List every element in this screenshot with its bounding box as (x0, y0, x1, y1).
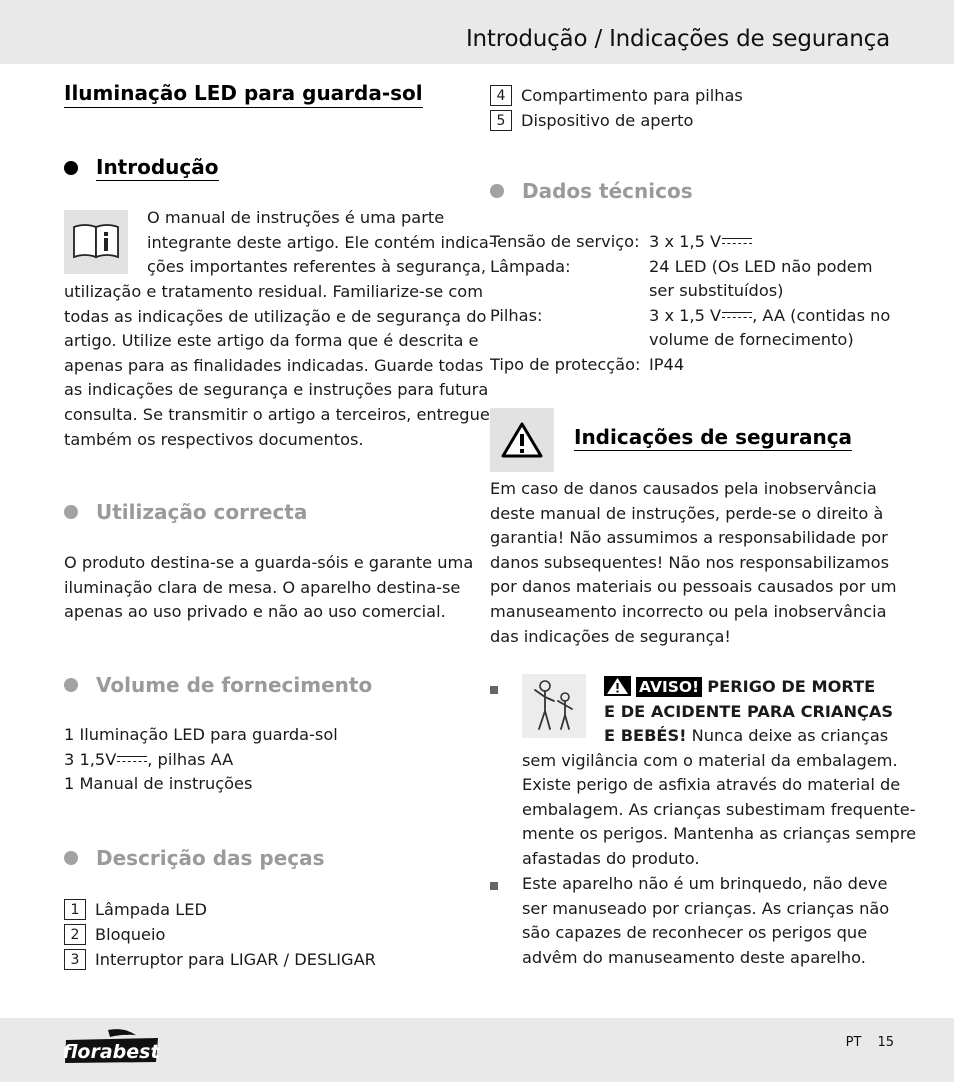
info-book-icon (64, 210, 128, 274)
section-safety-title: Indicações de segurança (574, 425, 853, 449)
tech-specs-table: Tensão de serviço: 3 x 1,5 V Lâmpada: 24 LED (Os LED não podem ser substituídos) Pilhas: 3 x 1,5 V , AA (contidas no volume de fornecimento) Tipo de protecção: IP44 (490, 230, 892, 378)
part-item: 2 Bloqueio (64, 922, 376, 947)
bullet-square-icon (490, 882, 498, 890)
scope-list (64, 723, 338, 797)
brand-logo-text: florabest (64, 1041, 160, 1063)
tech-row-batteries: Pilhas: 3 x 1,5 V , AA (contidas no (490, 305, 891, 325)
document-title: Iluminação LED para guarda-sol (64, 80, 423, 108)
intro-paragraph-top: O manual de instruções é uma parte integrante deste artigo. Ele contém indica- ções importantes referentes à segurança, (147, 208, 495, 277)
warning-triangle-icon (490, 408, 554, 472)
page-reference (846, 1035, 894, 1050)
scope-item: 1 Manual de instruções (64, 774, 253, 794)
parts-list-continued (490, 83, 743, 133)
warning-small-icon (604, 676, 631, 696)
part-item: 5 Dispositivo de aperto (490, 108, 743, 133)
intro-paragraph-rest: utilização e tratamento residual. Familiarize-se com todas as indicações de utilização e de segurança do artigo. Utilize este artigo da forma que é descrita e apenas para as finalidades indicadas. Guarde todas as indicações de segurança e instruções para futura consulta. Se transmitir o artigo a terceiros, entregue também os respectivos documentos. (64, 282, 490, 449)
bullet-dot-icon (64, 505, 78, 519)
warning2-text: Este aparelho não é um brinquedo, não deve ser manuseado por crianças. As crianças não são capazes de reconhecer os perigos que advêm do manuseamento deste aparelho. (522, 874, 890, 967)
section-parts-heading: Descrição das peças (64, 845, 325, 871)
part-item: 1 Lâmpada LED (64, 897, 376, 922)
brand-logo (64, 1028, 160, 1064)
intended-use-paragraph: O produto destina-se a guarda-sóis e garante uma iluminação clara de mesa. O aparelho destina-se apenas ao uso privado e não ao uso comercial. (64, 553, 474, 622)
section-intended-use-heading: Utilização correcta (64, 499, 307, 525)
section-scope-heading: Volume de fornecimento (64, 672, 372, 698)
scope-item: 3 1,5V , pilhas AA (64, 749, 234, 769)
dc-symbol-icon (117, 755, 147, 765)
warning1-heading: AVISO! PERIGO DE MORTE E DE ACIDENTE PARA CRIANÇAS (604, 677, 894, 721)
aviso-badge: AVISO! (636, 677, 702, 697)
page-number: 15 (877, 1035, 894, 1050)
bullet-dot-icon (64, 161, 78, 175)
part-item: 4 Compartimento para pilhas (490, 83, 743, 108)
safety-paragraph: Em caso de danos causados pela inobservância deste manual de instruções, perde-se o direito à garantia! Não assumimos a responsabilidade por danos subsequentes! Não nos responsabilizamos por danos materiais ou pessoais causados por um manuseamento incorrecto ou pela inobservância das indicações de segurança! (490, 479, 897, 646)
dc-symbol-icon (722, 311, 752, 321)
parts-list (64, 897, 376, 972)
part-item: 3 Interruptor para LIGAR / DESLIGAR (64, 947, 376, 972)
tech-row-protection: Tipo de protecção: IP44 (490, 354, 685, 374)
language-code: PT (845, 1035, 862, 1050)
section-tech-heading: Dados técnicos (490, 178, 693, 204)
warning1-text: E BEBÉS! Nunca deixe as crianças sem vigilância com o material da embalagem. Existe perigo de asfixia através do material de embalagem. As crianças subestimam frequente- mente os perigos. Mantenha as crianças sempre afastadas do produto. (522, 726, 917, 868)
scope-item: 1 Iluminação LED para guarda-sol (64, 725, 338, 744)
tech-row-lamp: Lâmpada: 24 LED (Os LED não podem (490, 256, 873, 276)
bullet-dot-icon (64, 678, 78, 692)
tech-row-voltage: Tensão de serviço: 3 x 1,5 V (490, 230, 892, 255)
bullet-dot-icon (490, 184, 504, 198)
bullet-square-icon (490, 686, 498, 694)
bullet-dot-icon (64, 851, 78, 865)
dc-symbol-icon (722, 237, 752, 247)
section-intro-title: Introdução (96, 155, 219, 179)
page-header-title: Introdução / Indicações de segurança (465, 26, 890, 52)
section-intro-heading (64, 154, 219, 181)
